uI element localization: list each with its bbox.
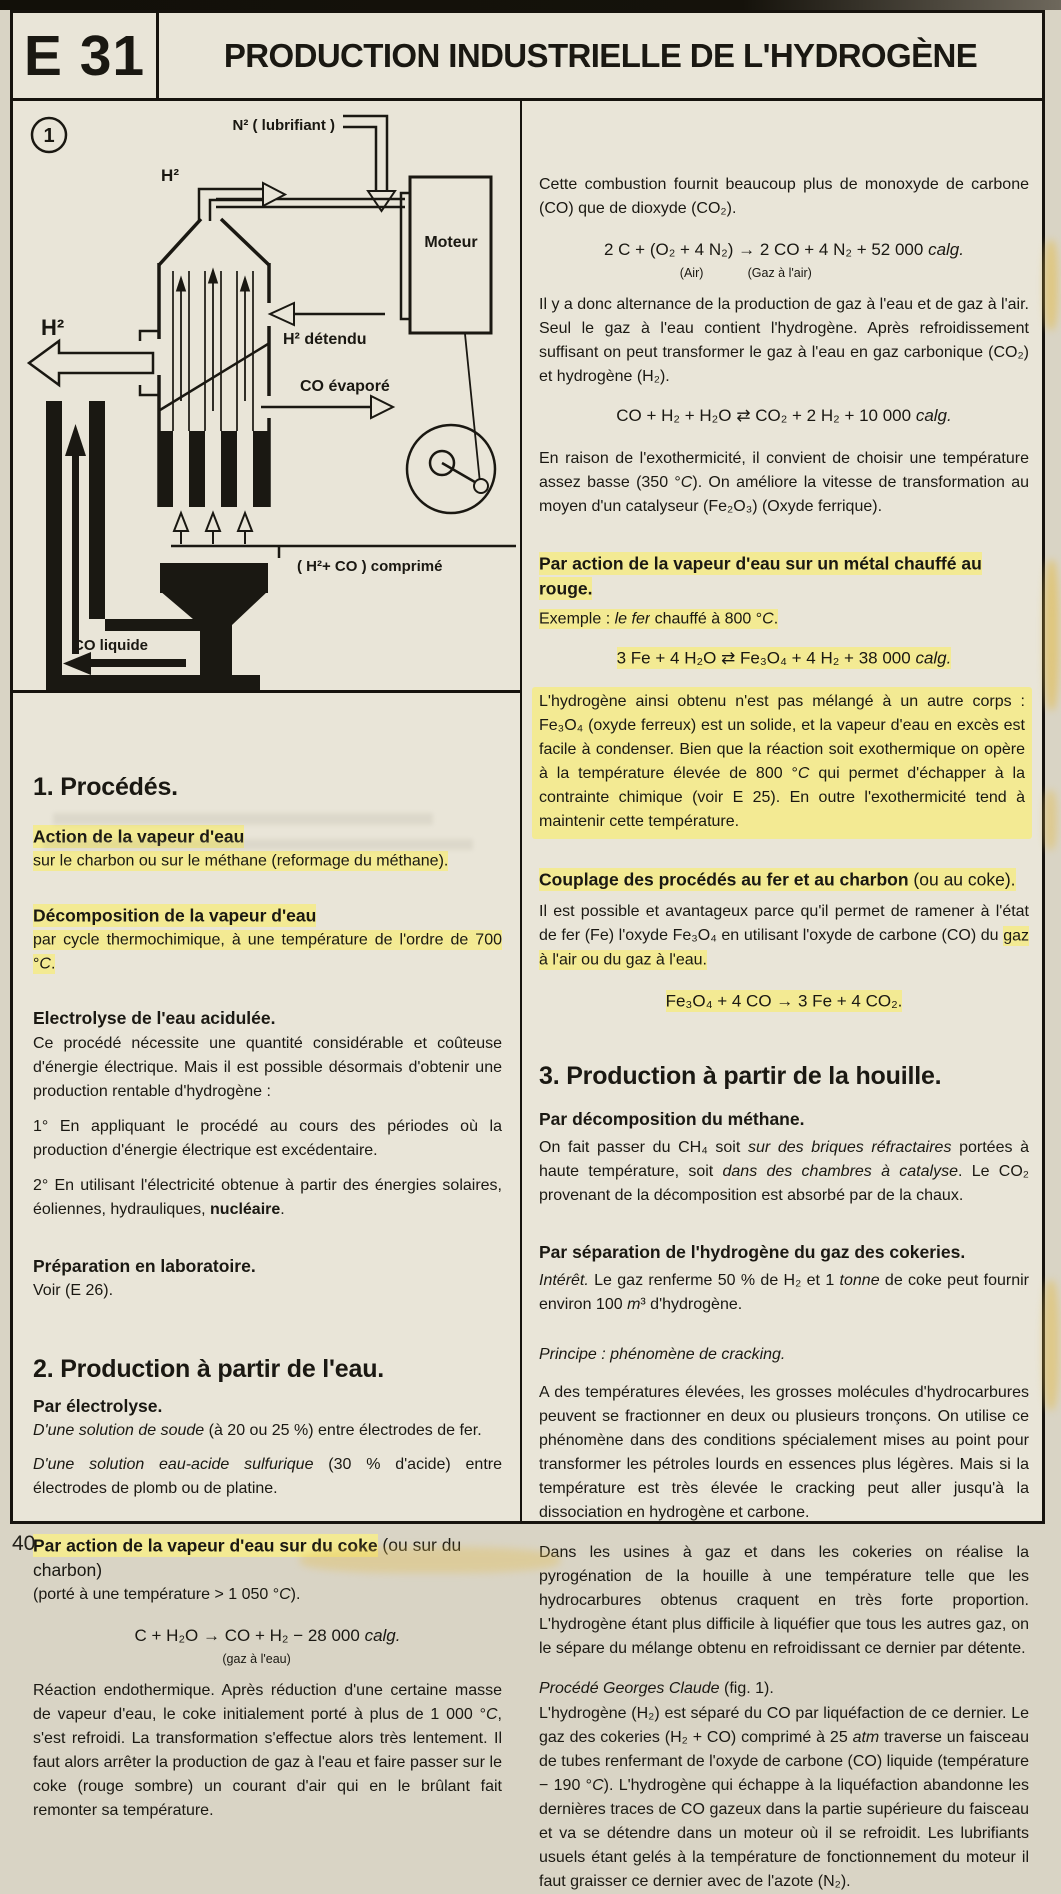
text-run: ³ d'hydrogène.: [640, 1296, 743, 1313]
text-run: .: [280, 1201, 285, 1218]
text-run: Fe₃O₄ + 4 CO → 3 Fe + 4 CO₂.: [665, 991, 903, 1010]
text-run: .: [50, 955, 56, 972]
text-run: par cycle thermochimique, à une température de l'ordre de 700 °: [33, 931, 502, 972]
subsection-heading: [539, 1107, 1029, 1132]
motor-label: Moteur: [424, 234, 478, 251]
subsection-heading: [33, 1006, 502, 1031]
figure-number: 1: [43, 125, 55, 147]
text-run: calg.: [915, 406, 952, 425]
h2-detendu-label: H² détendu: [283, 331, 367, 348]
text-run: CO + H₂: [224, 1626, 289, 1645]
text-run: Il est possible et avantageux parce qu'il permet de ramener à l'état de fer (Fe) l'oxyde Fe₃O₄ en utilisant l'oxyde de carbone (CO) du: [539, 903, 1029, 944]
text-run: En raison de l'exothermicité, il convient de choisir une température assez basse (350 °: [539, 450, 1029, 491]
text-run: qui permet d'échapper à la contrainte chimique (voir E 25). En outre l'exothermicité tend à maintenir cette température.: [539, 765, 1026, 830]
h2-top-arrow-right-icon: [263, 183, 285, 206]
text-run: Le gaz renferme 50 % de H₂ et 1: [588, 1272, 840, 1289]
text-run: Procédé Georges Claude: [539, 1680, 720, 1697]
motor-box: [410, 177, 491, 333]
co-evapore-label: CO évaporé: [300, 378, 390, 395]
hydrogen-apparatus-figure: [13, 101, 519, 690]
text-run: D'une solution eau-acide sulfurique: [33, 1456, 329, 1473]
text-run: Par action de la vapeur d'eau sur un métal chauffé au rouge.: [539, 553, 982, 598]
crank-pin: [474, 479, 488, 493]
text-run: C: [797, 765, 810, 782]
text-run: .: [773, 610, 779, 627]
page-number: 40: [12, 1532, 36, 1555]
text-run: dans des chambres à catalyse: [722, 1163, 958, 1180]
paragraph: [33, 928, 502, 976]
h2-top-label: H²: [161, 166, 179, 185]
text-run: D'une solution de soude: [33, 1422, 209, 1439]
left-column-text: [13, 773, 520, 1823]
equation-annotation: (Air): [679, 266, 704, 280]
equation-reduction-oxyde: [539, 988, 1029, 1014]
paragraph: [33, 1583, 502, 1607]
h2-out-arrow-left-icon: [29, 341, 153, 385]
paragraph: [33, 1279, 502, 1303]
bleed-through-text: [43, 839, 473, 850]
text-run: Cette combustion fournit beaucoup plus de monoxyde de carbone (CO) que de dioxyde (CO₂).: [539, 176, 1029, 217]
text-run: chauffé à 800 °: [650, 610, 763, 627]
text-run: CO + H₂ + H₂O: [616, 406, 737, 425]
text-run: Par séparation de l'hydrogène du gaz des cokeries.: [539, 1242, 966, 1262]
text-run: ).: [290, 1586, 301, 1603]
lesson-code: E 31: [13, 13, 159, 98]
heading-production-eau: [33, 1355, 502, 1384]
text-run: . Le CO₂ provenant de la décomposition est absorbé par de la chaux.: [539, 1163, 1030, 1204]
co-liquide-arrow-left-icon: [63, 652, 186, 675]
co-liquide-label: CO liquide: [73, 637, 148, 654]
heading-procedes: [33, 773, 502, 802]
highlighter-smudge: [1044, 240, 1058, 330]
text-run: →: [733, 240, 760, 259]
n2-lubricant-label: N² ( lubrifiant ): [232, 117, 335, 134]
text-run: Par décomposition du méthane.: [539, 1109, 805, 1129]
jacket-up-arrow-icon: [65, 424, 86, 654]
text-run: C: [279, 1586, 291, 1603]
text-run: Par action de la vapeur d'eau sur du coke: [33, 1535, 378, 1555]
paragraph: [539, 1269, 1029, 1317]
text-run: Préparation en laboratoire.: [33, 1256, 256, 1276]
inlet-arrows-up-icon: [174, 513, 252, 544]
bleed-through-text: [53, 813, 433, 825]
page-title: PRODUCTION INDUSTRIELLE DE L'HYDROGÈNE: [223, 36, 978, 74]
text-run: calg.: [928, 240, 964, 259]
text-run: tonne: [839, 1272, 880, 1289]
highlighter-smudge: [300, 1547, 560, 1573]
right-column: [522, 101, 1042, 1890]
equation-term: [747, 237, 812, 280]
text-run: 2. Production à partir de l'eau.: [33, 1355, 385, 1383]
baffle-line: [160, 344, 268, 410]
page-header: [13, 13, 1042, 101]
paragraph: [539, 447, 1029, 519]
text-run: C: [680, 474, 693, 491]
text-run: Ce procédé nécessite une quantité considérable et coûteuse d'énergie électrique. Mais il est possible désormais d'obtenir une production rentable d'hydrogène :: [33, 1035, 502, 1100]
text-run: calg.: [364, 1626, 401, 1645]
equation-term: [222, 1623, 291, 1666]
text-run: Principe : phénomène de cracking.: [539, 1346, 786, 1363]
text-run: − 28 000: [288, 1626, 365, 1645]
tube-flow-arrows-up-icon: [177, 269, 250, 411]
paragraph: [33, 1032, 502, 1104]
text-run: calg.: [915, 648, 952, 667]
scan-top-edge: [0, 0, 1061, 10]
text-run: sur des briques réfractaires: [747, 1139, 952, 1156]
paragraph: [33, 1174, 502, 1222]
n2-pipe: [343, 116, 387, 191]
text-run: Réaction endothermique. Après réduction d'une certaine masse de vapeur d'eau, le coke initialement porté à plus de 1 000 °: [33, 1682, 502, 1723]
text-run: atm: [852, 1729, 880, 1746]
paragraph: [539, 900, 1029, 972]
text-run: ⇄: [736, 406, 751, 425]
paragraph: [33, 1453, 502, 1501]
text-run: 2 CO: [759, 240, 800, 259]
text-run: Décomposition de la vapeur d'eau: [33, 905, 317, 925]
text-run: , s'est refroidi. La transformation s'effectue alors très lentement. Il faut alors arrêter la production de gaz à l'eau et faire passer sur le coke (rouge sombre) un courant d'air qui en le brûlant fait remonter sa température.: [33, 1706, 502, 1819]
h2-top-pipe: [199, 189, 263, 221]
text-run: C: [39, 955, 51, 972]
text-run: (porté à une température > 1 050 °: [33, 1586, 280, 1603]
text-run: 3 Fe + 4 H₂O ⇄ Fe₃O₄ + 4 H₂ + 38 000: [616, 648, 916, 667]
vessel-lower: [160, 563, 268, 593]
paragraph: [539, 1136, 1029, 1208]
paragraph: [33, 849, 502, 873]
subsection-heading: [539, 1240, 1029, 1265]
paragraph: [33, 1115, 502, 1163]
text-run: + 4 N₂ + 52 000: [799, 240, 929, 259]
text-run: traverse un faisceau de tubes renfermant de l'oxyde de carbone (CO) liquide (température − 190 °: [539, 1729, 1030, 1794]
text-run: 2 C +: [603, 240, 650, 259]
text-run: ). L'hydrogène qui échappe à la liquéfaction abandonne les dernières traces de CO gazeux dans la partie supérieure du faisceau et va se détendre dans un moteur où il se refroidit. Les lubrifiants usuels étant gelés à la température de fonctionnement du moteur il faut graisser ce dernier avec de l'azote (N₂).: [539, 1777, 1030, 1890]
text-run: m: [627, 1296, 641, 1313]
text-run: 1. Procédés.: [33, 773, 178, 801]
equation-fer-vapeur: [539, 645, 1029, 671]
text-run: CO₂ + 2 H₂ + 10 000: [750, 406, 916, 425]
equation-conversion: [539, 403, 1029, 429]
text-run: C: [592, 1777, 604, 1794]
text-run: C: [762, 610, 774, 627]
text-run: sur le charbon ou sur le méthane (reformage du méthane).: [33, 852, 449, 869]
paragraph: [539, 293, 1029, 389]
text-run: Couplage des procédés au fer et au charbon: [539, 869, 909, 889]
text-run: Intérêt.: [539, 1272, 589, 1289]
subsection-heading: [33, 903, 502, 928]
text-run: Par électrolyse.: [33, 1396, 163, 1416]
highlighter-smudge: [1044, 790, 1057, 850]
text-run: (30 % d'acide) entre électrodes de plomb ou de platine.: [33, 1456, 503, 1497]
h2-detendu-arrow-left-icon: [270, 303, 294, 325]
text-run: de coke peut fournir environ 100: [539, 1272, 1029, 1313]
text-run: Electrolyse de l'eau acidulée.: [33, 1008, 276, 1028]
text-run: gaz à l'air ou du gaz à l'eau.: [539, 927, 1029, 968]
paragraph: [33, 1679, 502, 1823]
text-run: ). On améliore la vitesse de transformation au moyen d'un catalyseur (Fe₂O₃) (Oxyde ferrique).: [539, 474, 1030, 515]
subsection-heading: [33, 1254, 502, 1279]
paragraph: [539, 1677, 1029, 1701]
paragraph: [539, 607, 1029, 631]
paragraph: [539, 1541, 1029, 1661]
text-run: (fig. 1).: [719, 1680, 774, 1697]
paragraph: [539, 173, 1029, 221]
text-run: (ou sur du charbon): [33, 1535, 462, 1580]
text-run: Dans les usines à gaz et dans les cokeries on réalise la pyrogénation de la houille à une température telle que les hydrocarbures obtenus craquent en très forte proportion. L'hydrogène étant plus difficile à liquéfier que tous les autres gaz, on le sépare du mélange obtenu en refroidissant ce dernier par détente.: [539, 1544, 1029, 1657]
paragraph: [532, 687, 1032, 839]
subsection-heading: [539, 867, 1029, 892]
text-run: C: [485, 1706, 498, 1723]
text-run: A des températures élevées, les grosses molécules d'hydrocarbures peuvent se fractionner en deux ou plusieurs tronçons. On utilise ce phénomène dans des conditions spécialement mises au point pour transformer les pétroles lourds en essences plus légères. Mais si la température est très élevée le cracking peut aller jusqu'à la dissociation en hydrogène et carbone.: [539, 1384, 1029, 1521]
text-run: nucléaire: [210, 1201, 281, 1218]
paragraph: [539, 1702, 1029, 1894]
column-hood: [159, 219, 269, 265]
paragraph: [33, 1419, 502, 1443]
text-run: L'hydrogène (H₂) est séparé du CO par liquéfaction de ce dernier. Le gaz des cokeries (H₂ + CO) comprimé à 25: [539, 1705, 1029, 1746]
h2co-inlet-line: [171, 546, 516, 558]
text-run: C + H₂O →: [134, 1626, 225, 1645]
text-run: le fer: [614, 610, 651, 627]
text-run: (O₂ + 4 N₂): [649, 240, 734, 259]
subsection-heading: [33, 1394, 502, 1419]
equation-annotation: (Gaz à l'air): [747, 266, 812, 280]
text-run: On fait passer du CH₄ soit: [539, 1139, 748, 1156]
equation-gaz-a-leau: [33, 1623, 502, 1666]
equation-term: [649, 237, 734, 280]
subsection-heading: [539, 551, 1029, 601]
text-run: (ou au coke).: [908, 869, 1016, 889]
heading-production-houille: [539, 1062, 1029, 1091]
highlighter-smudge: [1043, 1280, 1059, 1410]
text-run: 1° En appliquant le procédé au cours des périodes où la production d'énergie électrique est excédentaire.: [33, 1118, 502, 1159]
paragraph: [539, 1343, 1029, 1367]
text-run: 3. Production à partir de la houille.: [539, 1062, 942, 1090]
text-run: Il y a donc alternance de la production de gaz à l'eau et de gaz à l'air. Seul le gaz à l'eau contient l'hydrogène. Après refroidissement suffisant on peut transformer le gaz à l'eau en gaz carbonique (CO₂) et hydrogène (H₂).: [539, 296, 1029, 385]
text-run: 2° En utilisant l'électricité obtenue à partir des énergies solaires, éoliennes, hydrauliques,: [33, 1177, 502, 1218]
highlighter-smudge: [1044, 560, 1059, 710]
h2-out-label: H²: [41, 315, 65, 340]
text-run: Action de la vapeur d'eau: [33, 826, 245, 846]
text-run: Exemple :: [539, 610, 615, 627]
text-run: (à 20 ou 25 %) entre électrodes de fer.: [208, 1422, 482, 1439]
h2co-label: ( H²+ CO ) comprimé: [297, 558, 443, 575]
figure-1-diagram: [13, 101, 520, 693]
equation-annotation: (gaz à l'eau): [222, 1652, 291, 1666]
paragraph: [539, 1381, 1029, 1525]
motor-crank-rod: [465, 334, 480, 483]
text-run: Voir (E 26).: [33, 1282, 114, 1299]
equation-gaz-a-lair: [539, 237, 1029, 280]
text-run: portées à haute température, soit: [539, 1139, 1030, 1180]
co-evapore-arrow-right-icon: [371, 396, 393, 418]
text-run: L'hydrogène ainsi obtenu n'est pas mélangé à un autre corps : Fe₃O₄ (oxyde ferreux) est un solide, et la vapeur d'eau en excès est facile à condenser. Bien que la réaction soit exothermique on opère à la température élevée de 800 °: [539, 693, 1025, 782]
